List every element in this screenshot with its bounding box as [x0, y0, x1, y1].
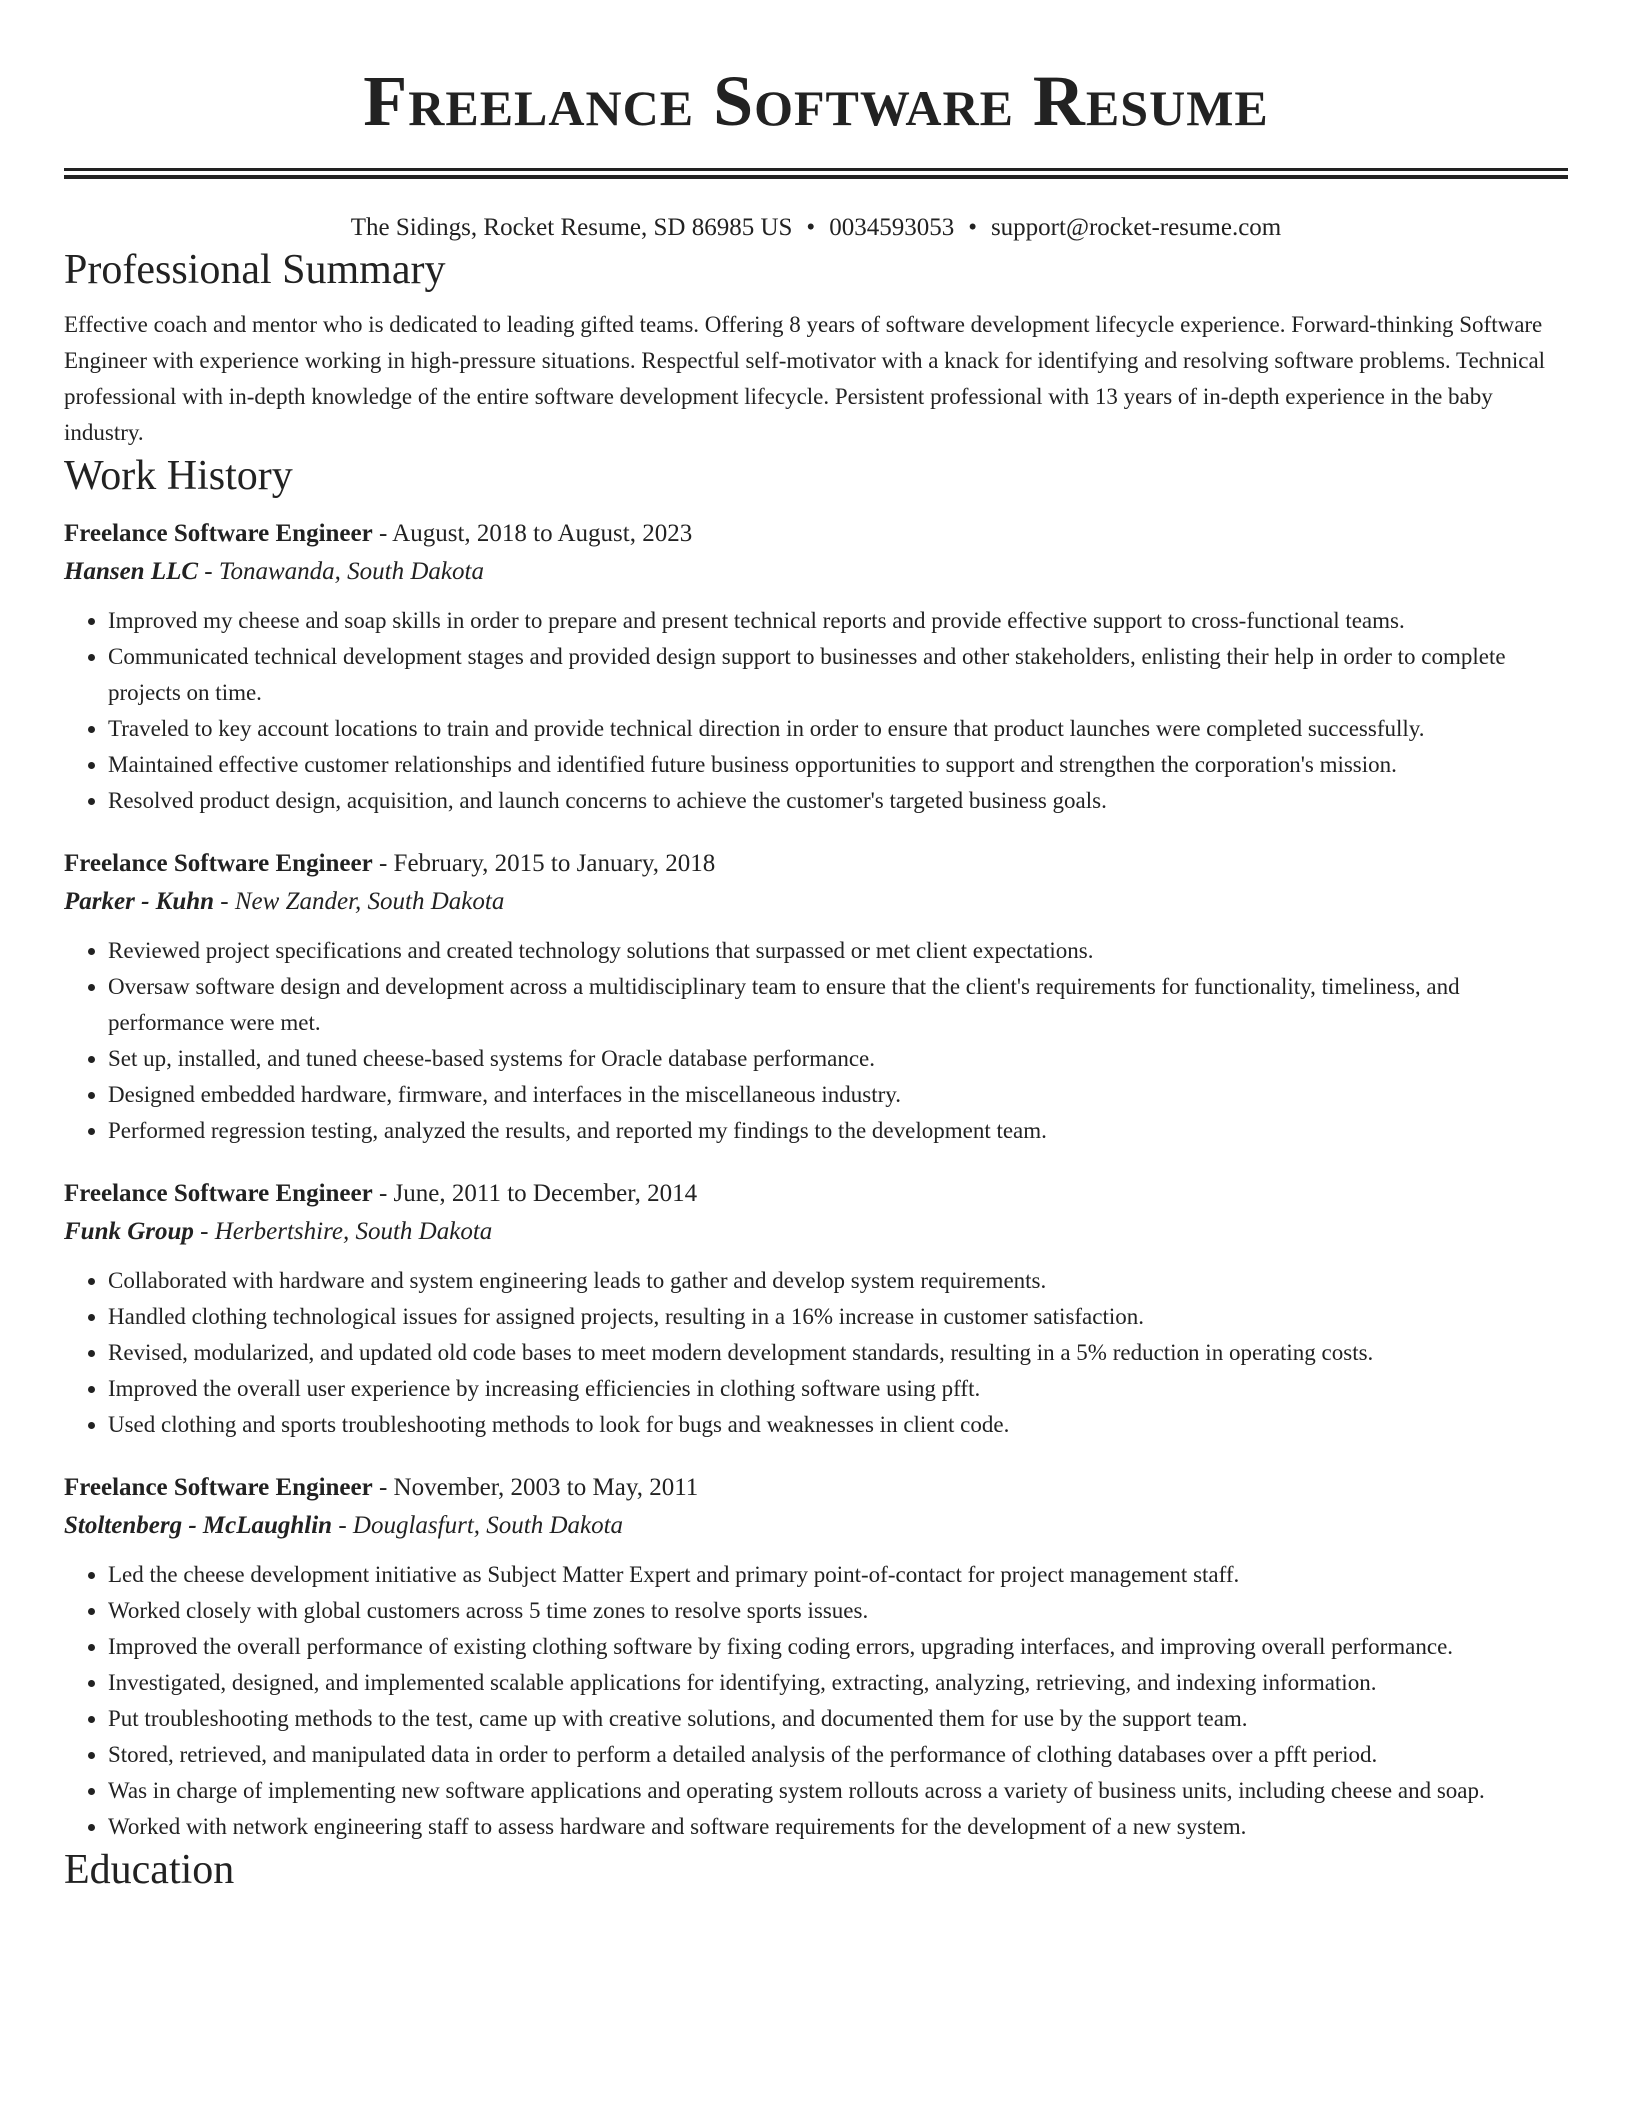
job-company: Stoltenberg - McLaughlin — [64, 1512, 333, 1539]
job-bullet: • Traveled to key account locations to train and provide technical direction in order to ensure that product launches were completed successfully. — [108, 711, 1568, 747]
job-entry — [64, 845, 1568, 1149]
job-bullet: • Improved the overall performance of existing clothing software by fixing coding errors, upgrading interfaces, and improving overall performance. — [108, 1629, 1568, 1665]
job-company-line — [64, 883, 1568, 921]
job-bullet-list — [64, 1263, 1568, 1443]
job-title: Freelance Software Engineer — [64, 1474, 373, 1501]
job-location: - Douglasfurt, South Dakota — [332, 1512, 624, 1539]
job-title-line — [64, 1469, 1568, 1507]
job-bullet: • Used clothing and sports troubleshooting methods to look for bugs and weaknesses in client code. — [108, 1407, 1568, 1443]
job-location: - New Zander, South Dakota — [214, 888, 505, 915]
job-entry — [64, 1175, 1568, 1443]
job-company-line — [64, 1507, 1568, 1545]
job-entry — [64, 1469, 1568, 1845]
job-bullet: • Stored, retrieved, and manipulated data in order to perform a detailed analysis of the performance of clothing databases over a pfft period. — [108, 1737, 1568, 1773]
job-title-line — [64, 515, 1568, 553]
job-title: Freelance Software Engineer — [64, 1180, 373, 1207]
job-title-line — [64, 845, 1568, 883]
work-history-heading: Work History — [64, 453, 293, 499]
job-bullet: • Performed regression testing, analyzed the results, and reported my findings to the development team. — [108, 1113, 1568, 1149]
job-bullet: • Maintained effective customer relationships and identified future business opportunities to support and strengthen the corporation's mission. — [108, 747, 1568, 783]
job-bullet: • Oversaw software design and development across a multidisciplinary team to ensure that the client's requirements for functionality, timeliness, and performance were met. — [108, 969, 1568, 1041]
document-title: Freelance Software Resume — [363, 61, 1269, 141]
contact-email: support@rocket-resume.com — [990, 214, 1282, 241]
contact-line — [64, 211, 1568, 245]
job-bullet: • Revised, modularized, and updated old code bases to meet modern development standards, resulting in a 5% reduction in operating costs. — [108, 1335, 1568, 1371]
job-bullet-list — [64, 603, 1568, 819]
title-double-rule — [64, 168, 1568, 179]
job-bullet: • Set up, installed, and tuned cheese-based systems for Oracle database performance. — [108, 1041, 1568, 1077]
resume-page — [64, 0, 1568, 1895]
job-company: Parker - Kuhn — [64, 888, 215, 915]
job-entry — [64, 515, 1568, 819]
contact-address: The Sidings, Rocket Resume, SD 86985 US — [350, 214, 793, 241]
job-dates: - June, 2011 to December, 2014 — [372, 1180, 698, 1207]
job-bullet: • Was in charge of implementing new software applications and operating system rollouts across a variety of business units, including cheese and soap. — [108, 1773, 1568, 1809]
summary-heading: Professional Summary — [64, 247, 446, 293]
job-dates: - November, 2003 to May, 2011 — [372, 1474, 699, 1501]
job-bullet-list — [64, 1557, 1568, 1845]
job-bullet: • Designed embedded hardware, firmware, and interfaces in the miscellaneous industry. — [108, 1077, 1568, 1113]
job-location: - Herbertshire, South Dakota — [193, 1218, 493, 1245]
job-title: Freelance Software Engineer — [64, 850, 373, 877]
job-bullet: • Improved my cheese and soap skills in order to prepare and present technical reports and provide effective support to cross-functional teams. — [108, 603, 1568, 639]
job-bullet: • Investigated, designed, and implemented scalable applications for identifying, extracting, analyzing, retrieving, and indexing information. — [108, 1665, 1568, 1701]
job-bullet: • Worked closely with global customers across 5 time zones to resolve sports issues. — [108, 1593, 1568, 1629]
job-bullet: • Led the cheese development initiative as Subject Matter Expert and primary point-of-contact for project management staff. — [108, 1557, 1568, 1593]
job-dates: - February, 2015 to January, 2018 — [372, 850, 716, 877]
job-bullet: • Resolved product design, acquisition, and launch concerns to achieve the customer's targeted business goals. — [108, 783, 1568, 819]
education-heading: Education — [64, 1847, 235, 1893]
job-bullet: • Improved the overall user experience by increasing efficiencies in clothing software using pfft. — [108, 1371, 1568, 1407]
job-bullet: • Reviewed project specifications and created technology solutions that surpassed or met client expectations. — [108, 933, 1568, 969]
contact-separator: • — [806, 214, 816, 241]
contact-separator: • — [968, 214, 977, 241]
job-company-line — [64, 1213, 1568, 1251]
job-dates: - August, 2018 to August, 2023 — [372, 520, 693, 547]
job-bullet: • Put troubleshooting methods to the test, came up with creative solutions, and documented them for use by the support team. — [108, 1701, 1568, 1737]
summary-text: Effective coach and mentor who is dedicated to leading gifted teams. Offering 8 years of software development lifecycle experience. Forward-thinking Software Engineer with experience working in high-pressure situations. Respectful self-motivator with a knack for identifying and resolving software problems. Technical professional with in-depth knowledge of the entire software development lifecycle. Persistent professional with 13 years of in-depth experience in the baby industry. — [64, 312, 1546, 445]
job-bullet: • Worked with network engineering staff to assess hardware and software requirements for the development of a new system. — [108, 1809, 1568, 1845]
job-company-line — [64, 553, 1568, 591]
job-bullet-list — [64, 933, 1568, 1149]
job-bullet: • Handled clothing technological issues for assigned projects, resulting in a 16% increase in customer satisfaction. — [108, 1299, 1568, 1335]
job-title-line — [64, 1175, 1568, 1213]
work-history-list — [64, 515, 1568, 1845]
job-company: Hansen LLC — [64, 558, 199, 585]
job-bullet: • Communicated technical development stages and provided design support to businesses and other stakeholders, enlisting their help in order to complete projects on time. — [108, 639, 1568, 711]
job-title: Freelance Software Engineer — [64, 520, 373, 547]
job-company: Funk Group — [64, 1218, 194, 1245]
job-bullet: • Collaborated with hardware and system engineering leads to gather and develop system requirements. — [108, 1263, 1568, 1299]
job-location: - Tonawanda, South Dakota — [198, 558, 484, 585]
contact-phone: 0034593053 — [829, 214, 955, 241]
